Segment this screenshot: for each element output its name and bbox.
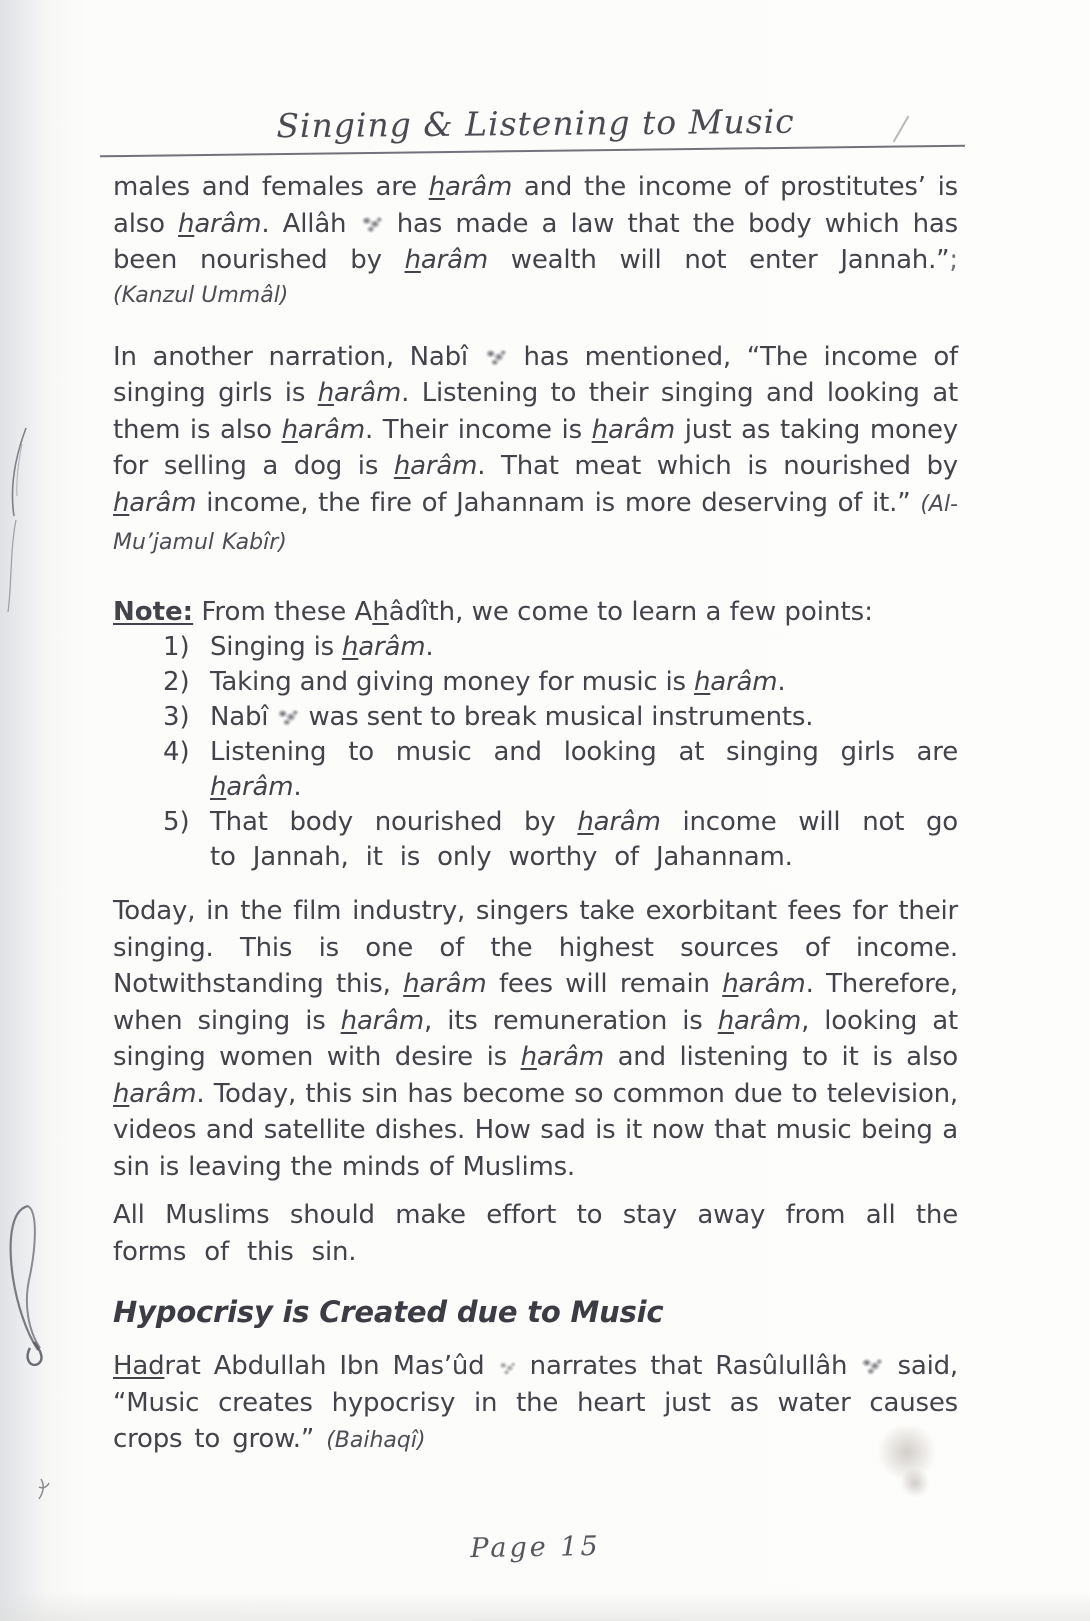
list-item-number: 5) <box>163 807 190 837</box>
edge-scratch-mark <box>0 420 40 660</box>
page-number: Page 15 <box>470 1530 601 1565</box>
list-item-text: Listening to music and looking at singing girls are harâm. <box>210 737 958 802</box>
scan-edge-shadow <box>0 1591 1090 1621</box>
list-item <box>163 700 958 735</box>
list-item-text: That body nourished by harâm income will not go to Jannah, it is only worthy of Jahannam. <box>210 807 958 872</box>
paragraph-all-muslims: All Muslims should make effort to stay away from all the forms of this sin. <box>113 1200 958 1267</box>
ra-honorific-icon <box>498 1359 517 1377</box>
saw-honorific-icon <box>484 346 508 368</box>
note-list <box>113 630 958 875</box>
paragraph-hypocrisy-hadith: Hadrat Abdullah Ibn Mas’ûd narrates that Rasûlullâh said, “Music creates hypocrisy in the heart just as water causes crops to grow.” (Baihaqî) <box>113 1351 958 1454</box>
saw-honorific-icon <box>276 706 300 728</box>
list-item-text: Taking and giving money for music is harâm. <box>210 667 786 697</box>
note-section <box>113 594 958 876</box>
saw-honorific-icon <box>860 1355 884 1377</box>
citation-kanzul-ummal: (Kanzul Ummâl) <box>113 282 289 308</box>
paragraph-film-industry: Today, in the film industry, singers take exorbitant fees for their singing. This is one of the highest sources of income. Notwithstanding this, harâm fees will remain harâm. Therefore, when singing is harâm, its remuneration is harâm, looking at singing women with desire is harâm and listening to it is also harâm. Today, this sin has become so common due to television, videos and satellite dishes. How sad is it now that music being a sin is leaving the minds of Muslims. <box>113 896 958 1182</box>
ink-smudge-small <box>898 1466 932 1500</box>
list-item <box>163 665 958 700</box>
list-item-text: Singing is harâm. <box>210 632 434 662</box>
pen-speck-mark <box>36 1476 52 1502</box>
section-heading-hypocrisy: Hypocrisy is Created due to Music <box>113 1295 664 1329</box>
list-item <box>163 735 958 805</box>
header <box>113 100 958 146</box>
list-item-text: Nabî was sent to break musical instruments. <box>210 702 814 732</box>
header-rule <box>100 145 965 158</box>
list-item-number: 4) <box>163 737 190 767</box>
citation-al-mujamul-kabir: (Al-Mu’jamul Kabîr) <box>113 491 958 555</box>
page-content <box>113 0 958 1460</box>
list-item-number: 1) <box>163 632 190 662</box>
page-title: Singing & Listening to Music <box>276 101 795 146</box>
paragraph-income-haram: males and females are harâm and the income of prostitutes’ is also harâm. Allâh has made a law that the body which has been nourished by harâm wealth will not enter Jannah.”; <box>113 172 959 275</box>
note-heading: Note: From these Ahâdîth, we come to learn a few points: <box>113 596 873 627</box>
list-item-number: 3) <box>163 702 190 732</box>
list-item <box>163 630 958 665</box>
azzawajal-honorific-icon <box>360 213 384 235</box>
list-item-number: 2) <box>163 667 190 697</box>
citation-baihaqi: (Baihaqî) <box>326 1428 426 1453</box>
binding-coil-mark <box>0 1192 56 1374</box>
paragraph-singing-girls: In another narration, Nabî has mentioned, “The income of singing girls is harâm. Listening to their singing and looking at them is also harâm. Their income is harâm just as taking money for selling a dog is harâm. That meat which is nourished by harâm income, the fire of Jahannam is more deserving of it.” (Al-Mu’jamul Kabîr) <box>113 341 958 555</box>
list-item <box>163 805 958 875</box>
